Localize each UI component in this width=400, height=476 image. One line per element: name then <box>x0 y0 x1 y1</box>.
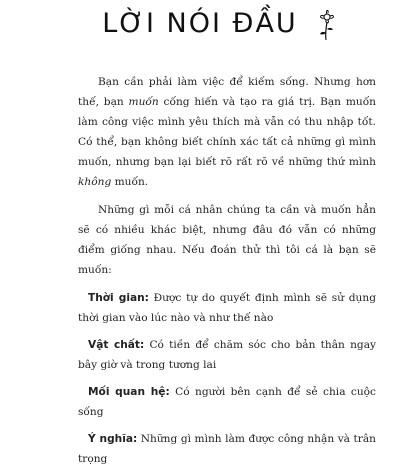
item-text: Có tiền để chăm sóc cho bản thân ngay bây giờ và trong tương lai <box>78 339 377 371</box>
list-item-material <box>78 335 376 375</box>
body-text <box>78 72 376 476</box>
paragraph-intro-part-3: muốn. <box>111 176 149 188</box>
list-item-relationship <box>78 382 376 422</box>
item-term: Mối quan hệ: <box>88 386 170 398</box>
item-text: Những gì mình làm được công nhận và trân trọng <box>78 433 376 465</box>
paragraph-needs: Những gì mỗi cá nhân chúng ta cần và muốn hẳn sẽ có nhiều khác biệt, nhưng đâu đó vẫn có những điểm giống nhau. Nếu đoán thử thì tôi cá là bạn sẽ muốn: <box>78 204 376 276</box>
paragraph-intro-part-2: cống hiến và tạo ra giá trị. Bạn muốn làm công việc mình yêu thích mà vẫn có thu nhập tốt. Có thể, bạn không biết chính xác tất cả những gì mình muốn, nhưng bạn lại biết rõ rất rõ về những thứ mình <box>78 96 377 168</box>
list-item-time <box>78 288 376 328</box>
list-item-meaning <box>78 429 376 469</box>
item-term: Vật chất: <box>88 339 145 351</box>
item-term: Ý nghĩa: <box>88 433 138 445</box>
item-term: Thời gian: <box>88 292 149 304</box>
flower-doodle-icon <box>314 8 338 42</box>
item-text: Có người bên cạnh để sẻ chia cuộc sống <box>78 386 376 418</box>
heading <box>0 6 400 42</box>
emphasis-khong: không <box>78 176 112 188</box>
paragraph-intro <box>78 72 376 192</box>
page-title: LỜI NÓI ĐẦU <box>102 8 298 39</box>
item-text: Được tự do quyết định mình sẽ sử dụng thời gian vào lúc nào và như thế nào <box>78 292 376 324</box>
emphasis-muon: muốn <box>128 96 159 108</box>
paragraph-intro-part-1: Bạn cần phải làm việc để kiếm sống. Nhưng hơn thế, bạn <box>78 76 376 108</box>
